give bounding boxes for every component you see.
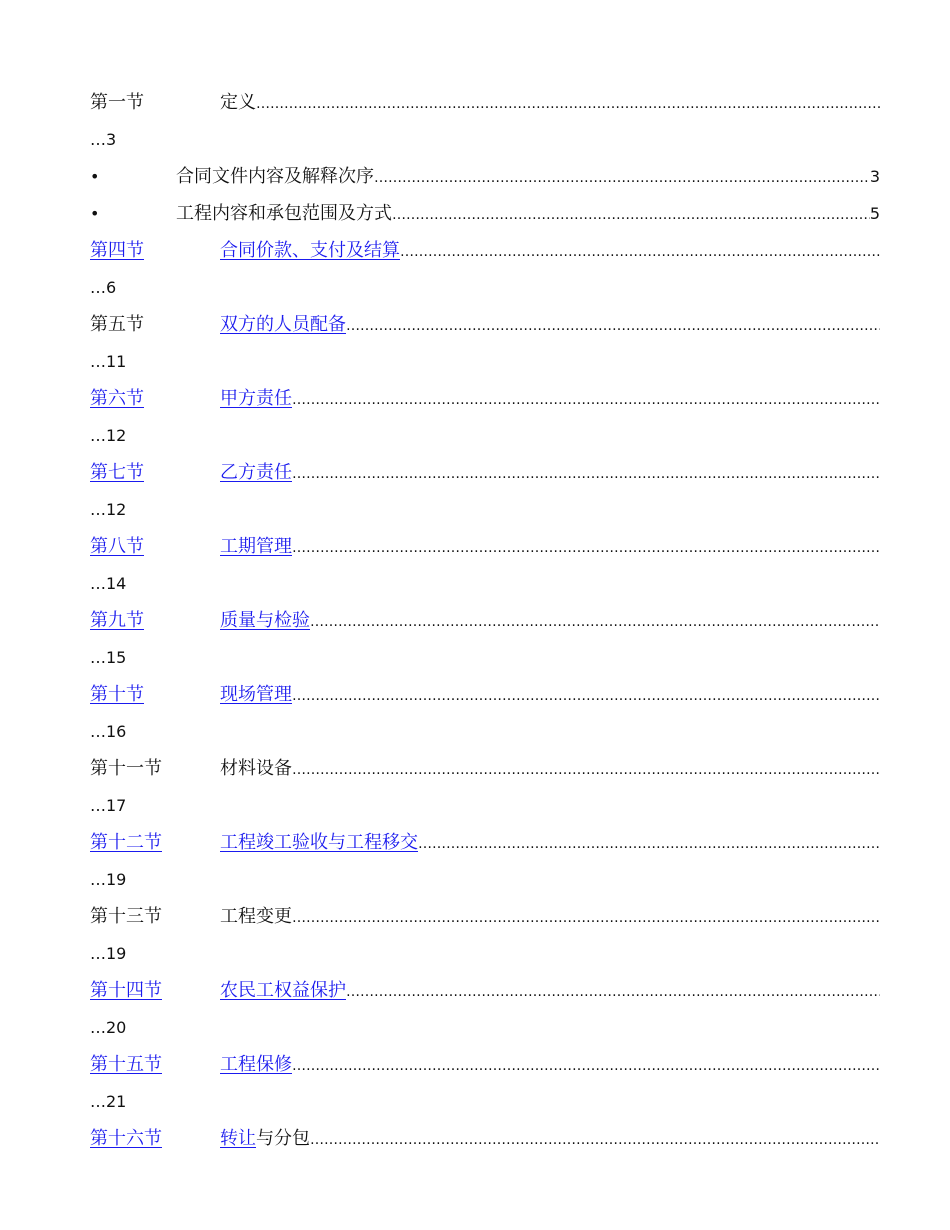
- toc-link[interactable]: [90, 528, 292, 565]
- toc-page-number: …14: [90, 574, 127, 593]
- table-of-contents: [90, 84, 880, 1157]
- toc-section-title: 定义: [220, 92, 256, 113]
- toc-entry-section-15[interactable]: [90, 1046, 880, 1083]
- toc-leader-dots: [392, 197, 870, 232]
- toc-section-number: 第一节: [90, 92, 144, 113]
- toc-section-title: 乙方责任: [220, 462, 292, 483]
- toc-section-number: 第五节: [90, 314, 144, 335]
- toc-section-number: 第八节: [90, 536, 144, 557]
- toc-leader-dots: [310, 604, 880, 639]
- toc-page-number: …19: [90, 944, 127, 963]
- toc-link[interactable]: [90, 824, 418, 861]
- toc-link[interactable]: [90, 602, 310, 639]
- toc-entry-section-7[interactable]: [90, 454, 880, 491]
- toc-page-number: …12: [90, 500, 127, 519]
- toc-section-title: 材料设备: [220, 758, 292, 779]
- toc-link[interactable]: [90, 972, 346, 1009]
- toc-entry-section-4[interactable]: [90, 232, 880, 269]
- toc-entry-section-13[interactable]: [90, 898, 880, 935]
- toc-leader-dots: [418, 826, 880, 861]
- toc-section-number: 第九节: [90, 610, 144, 631]
- toc-entry-section-8[interactable]: [90, 528, 880, 565]
- toc-page-number: …16: [90, 722, 127, 741]
- toc-entry-section-10[interactable]: [90, 676, 880, 713]
- toc-link[interactable]: [90, 380, 292, 417]
- bullet-icon: •: [90, 204, 100, 223]
- toc-entry-section-9[interactable]: [90, 602, 880, 639]
- toc-link[interactable]: 双方的人员配备: [220, 314, 346, 335]
- toc-section-number: 第十一节: [90, 758, 162, 779]
- toc-entry-section-5[interactable]: [90, 306, 880, 343]
- toc-section-number: 第四节: [90, 240, 144, 261]
- toc-subsection-title: 工程内容和承包范围及方式: [176, 203, 392, 224]
- toc-section-title: 甲方责任: [220, 388, 292, 409]
- toc-entry-section-16[interactable]: [90, 1120, 880, 1157]
- toc-entry-section-6[interactable]: [90, 380, 880, 417]
- toc-leader-dots: [292, 752, 880, 787]
- toc-section-number: 第十六节: [90, 1128, 162, 1149]
- toc-entry-section-14[interactable]: [90, 972, 880, 1009]
- toc-page-number: …20: [90, 1018, 127, 1037]
- toc-section-title: 工期管理: [220, 536, 292, 557]
- toc-subsection-title: 合同文件内容及解释次序: [176, 166, 374, 187]
- bullet-icon: •: [90, 167, 100, 186]
- toc-leader-dots: [292, 1048, 880, 1083]
- toc-leader-dots: [292, 382, 880, 417]
- toc-leader-dots: [346, 974, 880, 1009]
- toc-section-number: 第十五节: [90, 1054, 162, 1075]
- toc-entry-bullet[interactable]: [90, 195, 880, 232]
- toc-link[interactable]: [90, 232, 400, 269]
- toc-page-number: 3: [869, 167, 880, 186]
- toc-entry-section-12[interactable]: [90, 824, 880, 861]
- toc-section-title-rest: 与分包: [256, 1128, 310, 1149]
- toc-leader-dots: [292, 900, 880, 935]
- toc-section-title: 合同价款、支付及结算: [220, 240, 400, 261]
- toc-link[interactable]: [90, 676, 292, 713]
- toc-page-number: …6: [90, 278, 117, 297]
- toc-leader-dots: [256, 86, 880, 121]
- toc-link[interactable]: [90, 1046, 292, 1083]
- toc-leader-dots: [400, 234, 880, 269]
- toc-page-number: …21: [90, 1092, 127, 1111]
- toc-leader-dots: [292, 530, 880, 565]
- toc-page-number: …3: [90, 130, 117, 149]
- toc-entry-section-1[interactable]: [90, 84, 880, 121]
- toc-section-title: 现场管理: [220, 684, 292, 705]
- toc-section-number: 第十三节: [90, 906, 162, 927]
- toc-section-title: 工程保修: [220, 1054, 292, 1075]
- toc-section-title: 转让: [220, 1128, 256, 1149]
- toc-link[interactable]: [90, 1120, 256, 1157]
- toc-link[interactable]: [90, 454, 292, 491]
- toc-section-number: 第六节: [90, 388, 144, 409]
- toc-section-title: 质量与检验: [220, 610, 310, 631]
- toc-page-number: …12: [90, 426, 127, 445]
- toc-page-number: …19: [90, 870, 127, 889]
- toc-section-title: 农民工权益保护: [220, 980, 346, 1001]
- toc-section-number: 第十四节: [90, 980, 162, 1001]
- toc-section-number: 第十节: [90, 684, 144, 705]
- toc-entry-bullet[interactable]: [90, 158, 880, 195]
- toc-section-number: 第七节: [90, 462, 144, 483]
- toc-section-number: 第十二节: [90, 832, 162, 853]
- toc-entry-section-11[interactable]: [90, 750, 880, 787]
- toc-section-title: 工程竣工验收与工程移交: [220, 832, 418, 853]
- toc-section-title: 工程变更: [220, 906, 292, 927]
- toc-page-number: …17: [90, 796, 127, 815]
- toc-page-number: 5: [869, 204, 880, 223]
- toc-leader-dots: [292, 456, 880, 491]
- toc-leader-dots: [346, 308, 880, 343]
- toc-leader-dots: [374, 160, 870, 195]
- toc-leader-dots: [310, 1122, 880, 1157]
- toc-leader-dots: [292, 678, 880, 713]
- toc-page-number: …11: [90, 352, 127, 371]
- toc-page-number: …15: [90, 648, 127, 667]
